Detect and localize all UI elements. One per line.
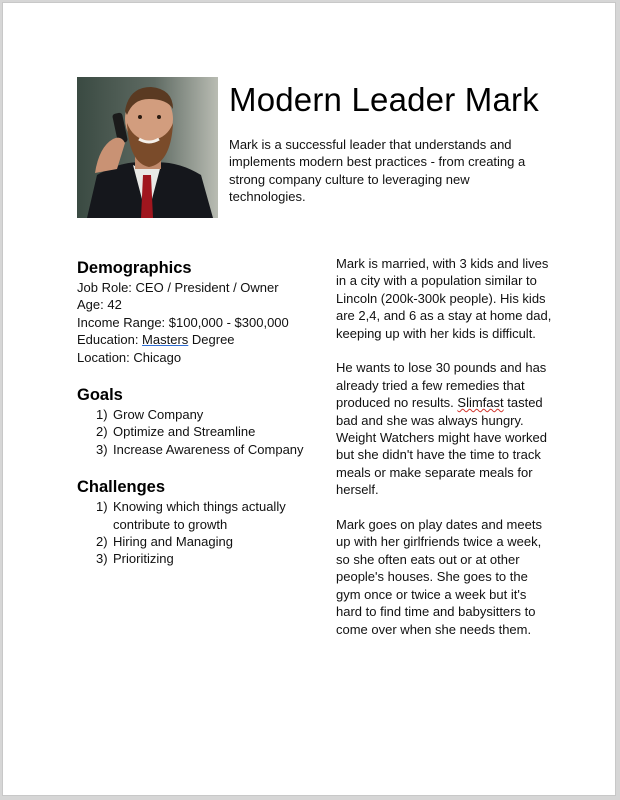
portrait-image [77, 77, 218, 218]
goals-heading: Goals [77, 386, 123, 405]
challenges-list [77, 498, 317, 568]
challenge-text: Knowing which things actually contribute to growth [113, 499, 286, 532]
goal-text: Grow Company [113, 407, 204, 423]
persona-title: Modern Leader Mark [229, 81, 539, 118]
education-suffix: Degree [188, 332, 235, 348]
left-column [77, 257, 317, 568]
goal-text: Increase Awareness of Company [113, 441, 304, 457]
education-prefix: Education: [77, 332, 143, 348]
portrait-photo [77, 77, 218, 218]
spellcheck-flagged-word: Slimfast [457, 395, 504, 411]
challenge-item [77, 498, 317, 533]
story-paragraph-diet [336, 359, 554, 498]
demographics-heading: Demographics [77, 259, 192, 277]
story-paragraph-social: Mark goes on play dates and meets up with her girlfriends twice a week, so she often eats out or at other people's houses. She goes to the gym once or twice a week but it's hard to find time and babysitters to come over when she needs them. [336, 517, 542, 637]
challenges-section [77, 476, 317, 568]
goal-item [77, 406, 317, 423]
challenge-number: 3) [96, 551, 108, 567]
education [77, 331, 317, 348]
goal-number: 2) [96, 424, 108, 440]
challenge-number: 2) [96, 534, 108, 550]
story-paragraph-family: Mark is married, with 3 kids and lives in a city with a population similar to Lincoln (200k-300k people). His kids are 2,4, and 6 as a stay at home dad, keeping up with her kids is difficult. [336, 256, 552, 341]
challenges-heading: Challenges [77, 478, 166, 497]
persona-intro: Mark is a successful leader that understands and implements modern best practices - from creating a strong company culture to leveraging new technologies. [229, 137, 526, 205]
goal-item [77, 423, 317, 440]
location: Location: Chicago [77, 349, 182, 365]
goals-section [77, 384, 317, 458]
right-column [336, 255, 554, 655]
story-diet-end: tasted bad and she was always hungry. Weight Watchers might have worked but she didn't have the time to track meals or make separate meals for herself. [336, 395, 547, 498]
document-page [2, 2, 616, 796]
demographics-section [77, 257, 317, 366]
challenge-item [77, 533, 317, 550]
goal-number: 3) [96, 441, 108, 457]
challenge-item [77, 550, 317, 567]
goals-list [77, 406, 317, 458]
education-degree-word: Masters [142, 332, 189, 348]
challenge-number: 1) [96, 499, 108, 515]
goal-text: Optimize and Streamline [113, 424, 256, 440]
job-role: Job Role: CEO / President / Owner [77, 280, 279, 295]
challenge-text: Hiring and Managing [113, 534, 233, 550]
goal-number: 1) [96, 407, 108, 423]
goal-item [77, 441, 317, 458]
age: Age: 42 [77, 297, 122, 313]
story-diet-start: He wants to lose 30 pounds and has already tried a few remedies that produced no results. [336, 360, 547, 411]
challenge-text: Prioritizing [113, 551, 174, 567]
income-range: Income Range: $100,000 - $300,000 [77, 314, 289, 330]
